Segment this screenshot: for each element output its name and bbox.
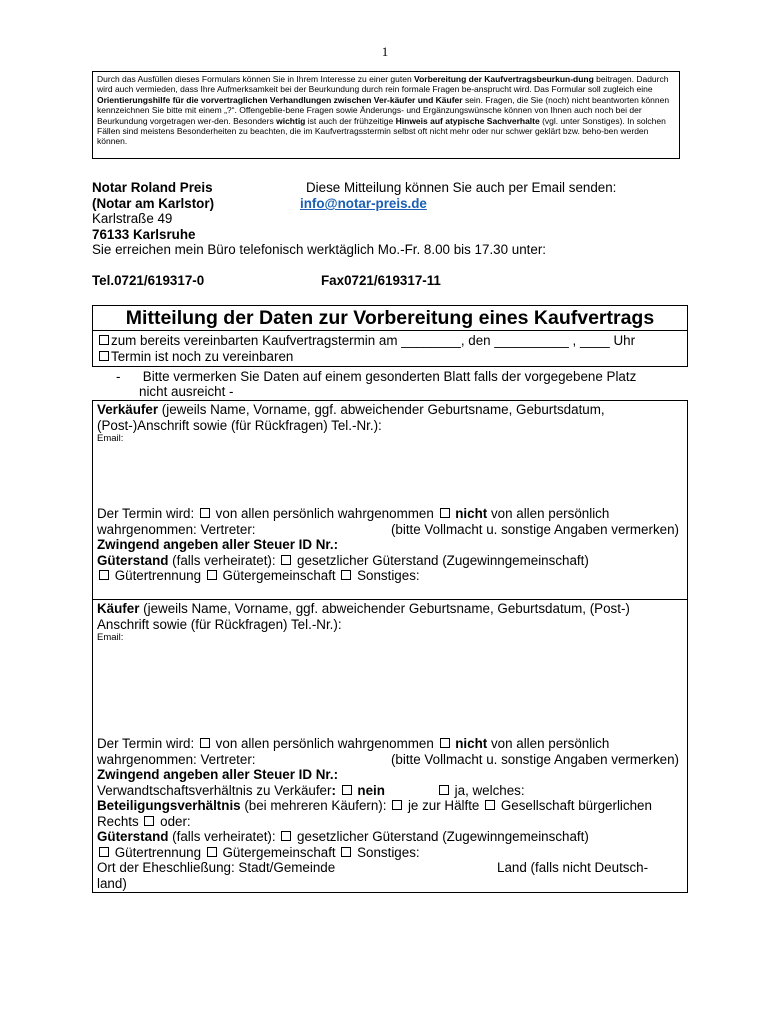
vollmacht-note: (bitte Vollmacht u. sonstige Angaben vermerken) (390, 751, 679, 767)
participation-gbr: Gesellschaft bürgerlichen (497, 798, 652, 813)
gueter-text: (falls verheiratet): (168, 829, 280, 844)
intro-text: (vgl. unter Sonstiges). In solchen Fällen sind meistens Besonderheiten zu beachten, die im Kaufvertragsstermin selbst oft nicht mehr oder nur schwer geklärt bzw. beho-ben werden können. (97, 115, 666, 147)
intro-text: Durch das Ausfüllen dieses Formulars können Sie in Ihrem Interesse zu einer guten (97, 74, 415, 84)
checkbox-icon[interactable] (144, 816, 154, 826)
termin-label: Der Termin wird: (97, 736, 198, 751)
intro-bold: Hinweis auf atypische Sachverhalte (395, 115, 540, 126)
country-label: Land (falls nicht Deutsch- (497, 860, 649, 875)
checkbox-icon[interactable] (281, 831, 291, 841)
intro-text: ist auch der frühzeitige (305, 115, 396, 126)
checkbox-icon[interactable] (341, 570, 351, 580)
relationship-no: nein (353, 782, 385, 798)
tax-id-label: Zwingend angeben aller Steuer ID Nr.: (97, 537, 339, 552)
checkbox-icon[interactable] (439, 785, 449, 795)
participation-label: Beteiligungsverhältnis (97, 798, 241, 813)
country-label-cont: land) (97, 875, 127, 891)
gueter-option: Gütertrennung (111, 844, 205, 860)
vertreter-label: wahrgenommen: Vertreter: (97, 521, 256, 537)
intro-bold: Vorbereitung der Kaufvertragsbeurkun-dung (414, 74, 594, 84)
gueter-label: Güterstand (97, 552, 169, 568)
gueter-option: gesetzlicher Güterstand (Zugewinngemeinschaft) (293, 829, 589, 844)
buyer-section (92, 600, 688, 893)
checkbox-icon[interactable] (200, 508, 210, 518)
relationship-label: Verwandtschaftsverhältnis zu Verkäufer (97, 782, 332, 798)
buyer-desc: Anschrift sowie (für Rückfragen) Tel.-Nr.): (97, 616, 342, 632)
intro-text: sein. Fragen, die Sie (noch) nicht beantworten können kennzeichnen Sie bitte mit einem „?“. Offengeblie-bene Fragen sowie Änderungs- und Ergänzungswünsche können von Ihnen auch noch bei der Beurkundung vorgetragen wer-den. Besonders (97, 94, 670, 126)
seller-label: Verkäufer (97, 402, 159, 417)
checkbox-icon[interactable] (99, 335, 109, 345)
checkbox-icon[interactable] (281, 555, 291, 565)
gueter-option: gesetzlicher Güterstand (Zugewinngemeinschaft) (293, 552, 589, 568)
office-hours: Sie erreichen mein Büro telefonisch werktäglich Mo.-Fr. 8.00 bis 17.30 unter: (92, 242, 547, 257)
termin-all: von allen persönlich wahrgenommen (211, 736, 438, 751)
gueter-text: (falls verheiratet): (168, 552, 280, 568)
termin-nicht: nicht (455, 736, 488, 751)
gueter-option: Gütergemeinschaft (218, 568, 340, 583)
relationship-colon: : (331, 782, 336, 798)
checkbox-icon[interactable] (99, 847, 109, 857)
seller-desc: (jeweils Name, Vorname, ggf. abweichender Geburtsname, Geburtsdatum, (158, 402, 605, 417)
buyer-desc: (jeweils Name, Vorname, ggf. abweichender Geburtsname, Geburtsdatum, (Post-) (139, 601, 630, 616)
email-link[interactable]: info@notar-preis.de (300, 196, 427, 211)
checkbox-icon[interactable] (207, 847, 217, 857)
note-line: - Bitte vermerken Sie Daten auf einem gesonderten Blatt falls der vorgegebene Platz (116, 369, 637, 384)
tax-id-label: Zwingend angeben aller Steuer ID Nr.: (97, 767, 339, 782)
checkbox-icon[interactable] (440, 508, 450, 518)
seller-email-label: Email: (97, 433, 124, 444)
participation-text: (bei mehreren Käufern): (240, 798, 391, 813)
gueter-option: Sonstiges: (353, 844, 420, 860)
checkbox-icon[interactable] (485, 800, 495, 810)
option-to-schedule: Termin ist noch zu vereinbaren (111, 348, 294, 364)
notary-name: Notar Roland Preis (92, 180, 213, 195)
gueter-option: Gütertrennung (111, 568, 205, 583)
seller-section (92, 400, 688, 600)
buyer-label: Käufer (97, 601, 140, 616)
intro-box (92, 71, 680, 159)
gueter-label: Güterstand (97, 829, 169, 844)
intro-text: beitragen. Dadurch wird auch vermieden, dass Ihre Aufmerksamkeit bei der Beurkundung durch rein formale Fragen be-ansprucht wird. Das Formular soll zugleich eine (97, 74, 669, 95)
buyer-email-label: Email: (97, 632, 124, 643)
buyer-input-area[interactable] (97, 644, 683, 736)
page-number: 1 (381, 44, 389, 59)
intro-bold: Orientierungshilfe für die vorvertraglichen Verhandlungen zwischen Ver-käufer und Käufer (97, 94, 463, 105)
participation-half: je zur Hälfte (404, 798, 484, 813)
gueter-option: Sonstiges: (353, 568, 420, 583)
notary-office: (Notar am Karlstor) (92, 196, 215, 211)
seller-desc: (Post-)Anschrift sowie (für Rückfragen) Tel.-Nr.): (97, 417, 382, 433)
termin-nicht: nicht (455, 506, 488, 521)
checkbox-icon[interactable] (200, 738, 210, 748)
checkbox-icon[interactable] (341, 847, 351, 857)
gueter-option: Gütergemeinschaft (218, 844, 340, 860)
checkbox-icon[interactable] (440, 738, 450, 748)
email-note: Diese Mitteilung können Sie auch per Email senden: (306, 180, 617, 195)
fax: Fax0721/619317-11 (321, 273, 441, 288)
termin-all: von allen persönlich wahrgenommen (211, 506, 438, 521)
seller-input-area[interactable] (97, 445, 683, 506)
relationship-yes: ja, welches: (450, 782, 525, 798)
checkbox-icon[interactable] (207, 570, 217, 580)
option-scheduled: zum bereits vereinbarten Kaufvertragstermin am ________, den __________ , ____ Uhr (111, 333, 636, 348)
termin-label: Der Termin wird: (97, 506, 198, 521)
appointment-options (92, 331, 688, 367)
notary-city: 76133 Karlsruhe (92, 227, 196, 242)
note-line: nicht ausreicht - (139, 384, 234, 399)
checkbox-icon[interactable] (392, 800, 402, 810)
checkbox-icon[interactable] (99, 351, 109, 361)
termin-not-all: von allen persönlich (487, 736, 610, 751)
checkbox-icon[interactable] (99, 570, 109, 580)
termin-not-all: von allen persönlich (487, 506, 610, 521)
participation-gbr-cont: Rechts (97, 813, 143, 829)
checkbox-icon[interactable] (342, 785, 352, 795)
vollmacht-note: (bitte Vollmacht u. sonstige Angaben vermerken) (390, 521, 679, 537)
telephone: Tel.0721/619317-0 (92, 273, 205, 288)
marriage-place-label: Ort der Eheschließung: Stadt/Gemeinde (97, 860, 336, 875)
intro-bold: wichtig (276, 115, 306, 126)
notary-street: Karlstraße 49 (92, 211, 173, 226)
vertreter-label: wahrgenommen: Vertreter: (97, 751, 256, 767)
participation-other: oder: (156, 813, 191, 829)
form-title: Mitteilung der Daten zur Vorbereitung eines Kaufvertrags (92, 305, 688, 331)
